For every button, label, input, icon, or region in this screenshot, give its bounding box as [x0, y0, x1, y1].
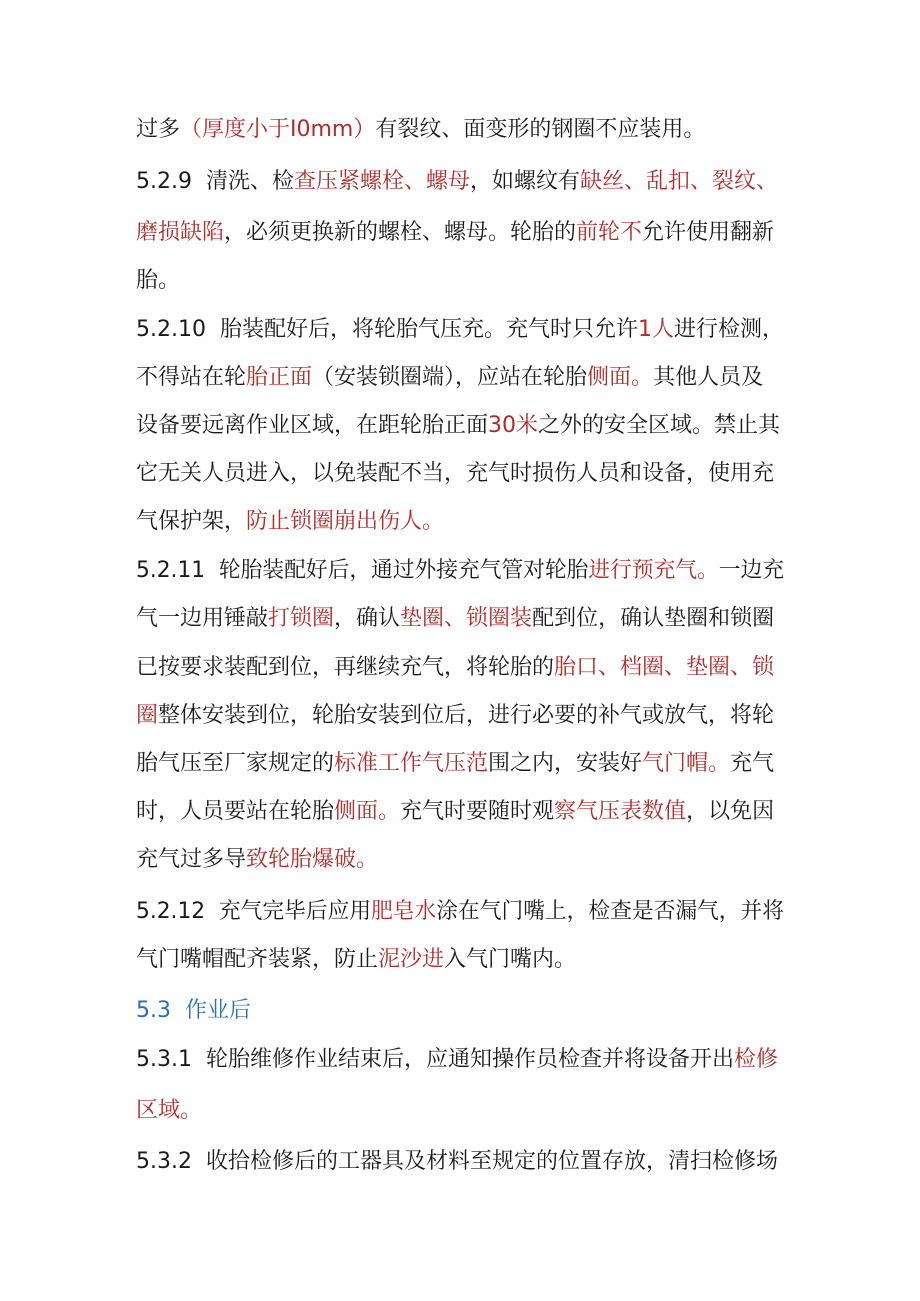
- text-line: [136, 507, 444, 537]
- body-text: 整体安装到位，轮胎安装到位后，进行必要的补气或放气，将轮: [158, 703, 775, 728]
- body-text: 进行检测，: [673, 317, 784, 342]
- body-text: 胎气压至厂家规定的: [136, 751, 335, 776]
- highlighted-text: 侧面。: [587, 365, 654, 390]
- text-line: [136, 556, 784, 586]
- highlighted-text: 缺丝、乱扣、裂纹、: [580, 169, 779, 194]
- highlighted-text: 检修: [733, 1047, 778, 1072]
- highlighted-text: 防止锁圈崩出伤人。: [246, 509, 445, 534]
- text-line: [136, 1147, 778, 1177]
- heading-text: 5.3 作业后: [136, 998, 251, 1023]
- body-text: 5.3.1 轮胎维修作业结束后，应通知操作员检查并将设备开出: [136, 1047, 734, 1072]
- body-text: 一边充: [718, 558, 784, 583]
- text-line: [136, 945, 576, 975]
- body-text: 5.2.12 充气完毕后应用: [136, 899, 372, 924]
- body-text: 不得站在轮: [136, 365, 247, 390]
- text-line: [136, 1096, 202, 1126]
- body-text: 之外的安全区域。禁止其: [538, 413, 781, 438]
- body-text: 5.2.10 胎装配好后，将轮胎气压充。充气时只允许: [136, 317, 638, 342]
- body-text: ，确认: [334, 606, 401, 631]
- text-line: [136, 266, 180, 296]
- body-text: ，必须更换新的螺栓、螺母。轮胎的: [224, 220, 577, 245]
- highlighted-text: 标准工作气压范: [334, 751, 489, 776]
- body-text: 充气: [730, 751, 775, 776]
- highlighted-text: 1人: [637, 317, 674, 342]
- highlighted-text: 30米: [488, 413, 539, 438]
- text-line: [136, 363, 763, 393]
- body-text: 配到位，确认垫圈和锁圈: [532, 606, 775, 631]
- highlighted-text: 胎正面: [246, 365, 313, 390]
- body-text: 涂在气门嘴上，检查是否漏气，并将: [436, 899, 784, 924]
- body-text: 气保护架，: [136, 509, 247, 534]
- body-text: 充气过多导: [136, 847, 247, 872]
- body-text: 入气门嘴内。: [444, 947, 577, 972]
- body-text: ，以免因: [686, 799, 775, 824]
- body-text: 充气时要随时观: [400, 799, 555, 824]
- body-text: （安装锁圈端），应站在轮胎: [312, 365, 588, 390]
- body-text: 已按要求装配到位，再继续充气，将轮胎的: [136, 655, 555, 680]
- body-text: 设备要远离作业区域，在距轮胎正面: [136, 413, 489, 438]
- highlighted-text: 圈: [136, 703, 159, 728]
- text-line: [136, 653, 774, 683]
- body-text: ，如螺纹有: [469, 169, 580, 194]
- section-heading: [136, 996, 251, 1026]
- text-line: [136, 459, 774, 489]
- highlighted-text: 察气压表数值: [554, 799, 687, 824]
- highlighted-text: 胎口、档圈、垫圈、锁: [554, 655, 775, 680]
- text-line: [136, 604, 774, 634]
- text-line: [136, 845, 378, 875]
- highlighted-text: 泥沙进: [378, 947, 445, 972]
- body-text: 围之内，安装好: [488, 751, 643, 776]
- text-line: [136, 167, 778, 197]
- body-text: 气一边用锤敲: [136, 606, 269, 631]
- text-line: [136, 1045, 778, 1075]
- body-text: 时，人员要站在轮胎: [136, 799, 335, 824]
- body-text: 允许使用翻新: [642, 220, 775, 245]
- highlighted-text: 磨损缺陷: [136, 220, 225, 245]
- highlighted-text: 前轮不: [576, 220, 643, 245]
- text-line: [136, 315, 784, 345]
- body-text: 5.3.2 收拾检修后的工器具及材料至规定的位置存放，清扫检修场: [136, 1149, 778, 1174]
- highlighted-text: 肥皂水: [371, 899, 437, 924]
- text-line: [136, 797, 774, 827]
- body-text: 有裂纹、面变形的钢圈不应装用。: [375, 117, 706, 142]
- body-text: 过多: [136, 117, 181, 142]
- body-text: 它无关人员进入，以免装配不当，充气时损伤人员和设备，使用充: [136, 461, 775, 486]
- text-line: [136, 897, 784, 927]
- highlighted-text: 气门帽。: [642, 751, 731, 776]
- body-text: 其他人员及: [653, 365, 764, 390]
- text-line: [136, 749, 774, 779]
- highlighted-text: 区域。: [136, 1098, 203, 1123]
- body-text: 胎。: [136, 268, 181, 293]
- text-line: [136, 701, 774, 731]
- highlighted-text: 致轮胎爆破。: [246, 847, 379, 872]
- body-text: 气门嘴帽配齐装紧，防止: [136, 947, 379, 972]
- highlighted-text: 查压紧螺栓、螺母: [293, 169, 470, 194]
- text-line: [136, 115, 705, 145]
- highlighted-text: （厚度小于I0mm）: [180, 117, 376, 142]
- highlighted-text: 侧面。: [334, 799, 401, 824]
- highlighted-text: 打锁圈: [268, 606, 335, 631]
- body-text: 5.2.11 轮胎装配好后，通过外接充气管对轮胎: [136, 558, 589, 583]
- highlighted-text: 进行预充气。: [588, 558, 719, 583]
- body-text: 5.2.9 清洗、检: [136, 169, 294, 194]
- highlighted-text: 垫圈、锁圈装: [400, 606, 533, 631]
- text-line: [136, 411, 780, 441]
- text-line: [136, 218, 774, 248]
